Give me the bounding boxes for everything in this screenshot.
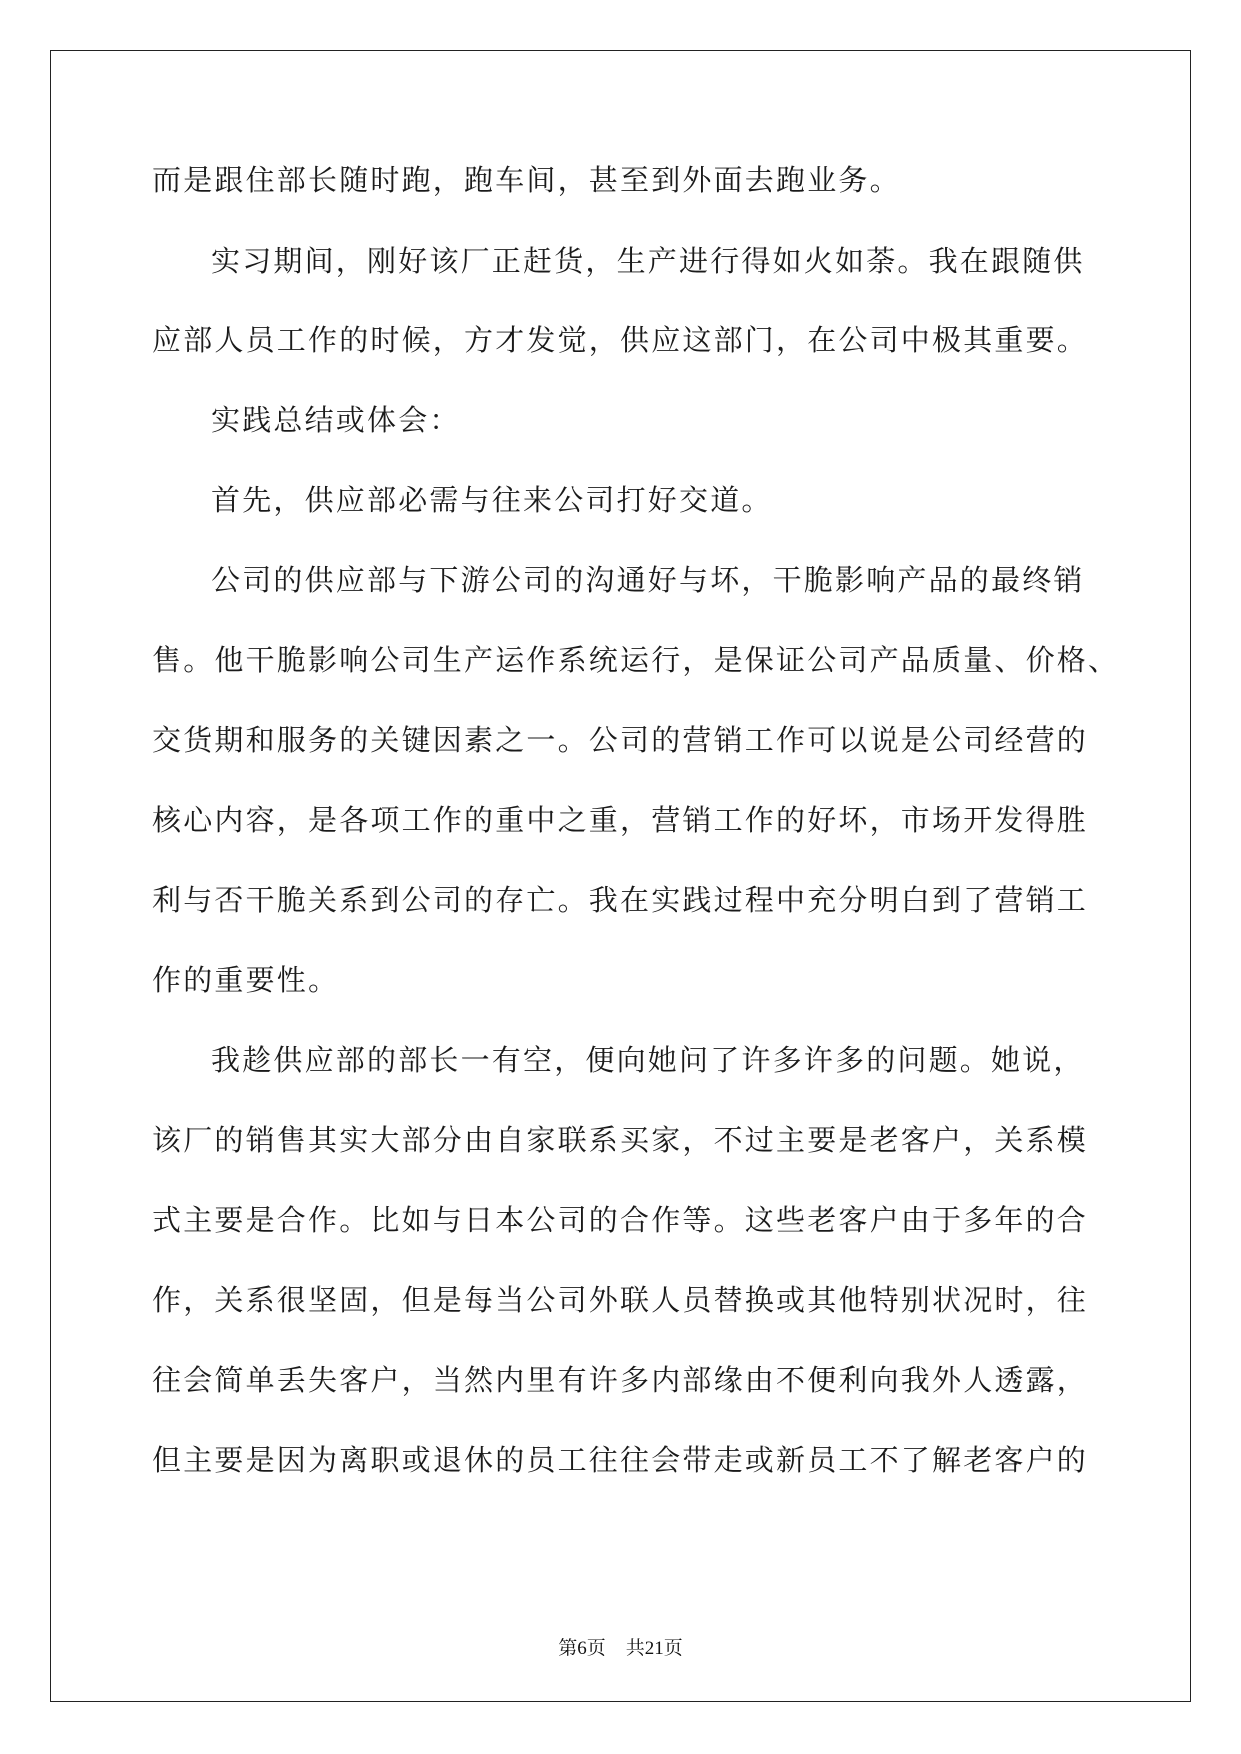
page-footer (0, 1637, 1241, 1661)
text-line: 作的重要性。 (152, 963, 340, 997)
text-line: 交货期和服务的关键因素之一。公司的营销工作可以说是公司经营的 (152, 723, 1089, 757)
text-line: 利与否干脆关系到公司的存亡。我在实践过程中充分明白到了营销工 (152, 883, 1089, 917)
text-line: 核心内容，是各项工作的重中之重，营销工作的好坏，市场开发得胜 (152, 803, 1089, 837)
paragraph-line: 公司的供应部与下游公司的沟通好与坏，干脆影响产品的最终销 (211, 563, 1085, 597)
text-line: 式主要是合作。比如与日本公司的合作等。这些老客户由于多年的合 (152, 1203, 1089, 1237)
page-number: 第6页 (558, 1638, 606, 1659)
paragraph-line: 首先，供应部必需与往来公司打好交道。 (211, 483, 773, 517)
paragraph-line: 我趁供应部的部长一有空，便向她问了许多许多的问题。她说， (211, 1043, 1085, 1077)
text-line: 往会简单丢失客户，当然内里有许多内部缘由不便利向我外人透露， (152, 1363, 1089, 1397)
text-line: 但主要是因为离职或退休的员工往往会带走或新员工不了解老客户的 (152, 1443, 1089, 1477)
text-line: 作，关系很坚固，但是每当公司外联人员替换或其他特别状况时，往 (152, 1283, 1089, 1317)
page-total: 共21页 (625, 1638, 683, 1659)
text-line: 该厂的销售其实大部分由自家联系买家，不过主要是老客户，关系模 (152, 1123, 1089, 1157)
section-heading: 实践总结或体会： (211, 403, 461, 437)
text-line: 而是跟住部长随时跑，跑车间，甚至到外面去跑业务。 (152, 163, 901, 197)
text-line: 售。他干脆影响公司生产运作系统运行，是保证公司产品质量、价格、 (152, 643, 1120, 677)
paragraph-line: 实习期间，刚好该厂正赶货，生产进行得如火如荼。我在跟随供 (211, 244, 1085, 278)
text-line: 应部人员工作的时候，方才发觉，供应这部门，在公司中极其重要。 (152, 323, 1089, 357)
